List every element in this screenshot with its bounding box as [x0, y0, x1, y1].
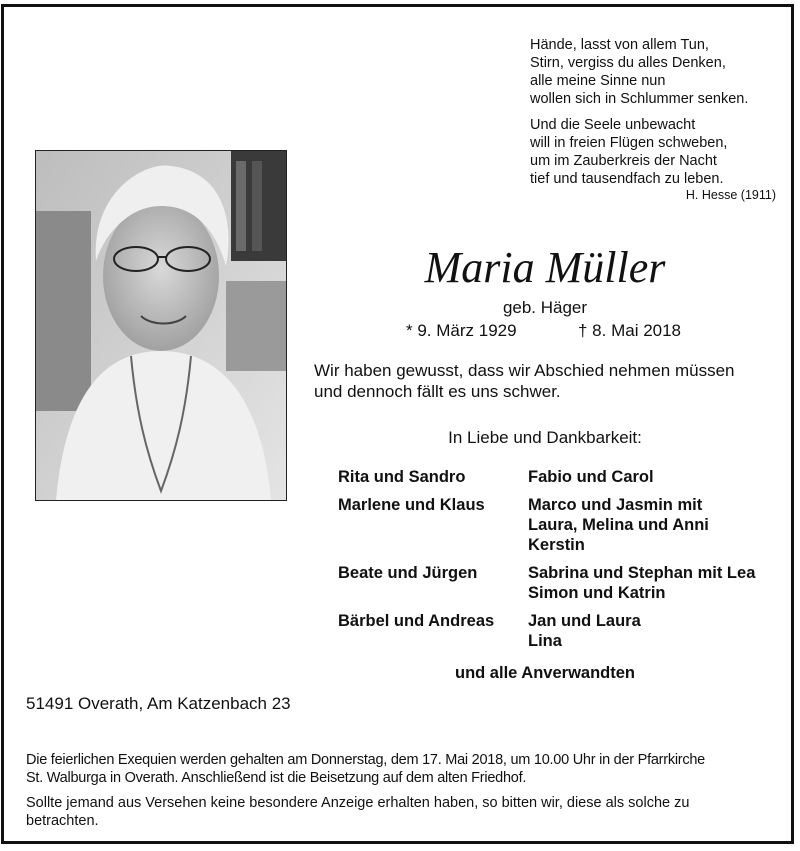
- notice-note: [26, 794, 780, 830]
- intro-line: Wir haben gewusst, dass wir Abschied nehmen müssen: [314, 361, 735, 380]
- mourners-right-line: Kerstin: [528, 536, 585, 554]
- mourners-row: [338, 495, 778, 555]
- death-date: † 8. Mai 2018: [578, 321, 682, 340]
- poem-line: wollen sich in Schlummer senken.: [530, 91, 749, 107]
- poem-line: will in freien Flügen schweben,: [530, 135, 728, 151]
- mourners-right: [528, 467, 778, 487]
- mourners-left: Rita und Sandro: [338, 468, 466, 486]
- note-line: betrachten.: [26, 813, 99, 829]
- relatives-line: und alle Anverwandten: [454, 664, 635, 682]
- birth-name: geb. Häger: [502, 298, 588, 317]
- mourners-right-line: Lina: [528, 632, 562, 650]
- poem-line: tief und tausendfach zu leben.: [530, 171, 724, 187]
- intro-line: und dennoch fällt es uns schwer.: [314, 382, 561, 401]
- portrait-illustration: [36, 151, 286, 500]
- deceased-name: Maria Müller: [424, 243, 666, 292]
- poem-stanza-2: [530, 116, 780, 204]
- address: 51491 Overath, Am Katzenbach 23: [26, 694, 291, 713]
- intro-text: [314, 360, 784, 402]
- thanks-line: In Liebe und Dankbarkeit:: [448, 428, 642, 447]
- mourners-left: Marlene und Klaus: [338, 496, 485, 514]
- mourners-list: [338, 467, 778, 659]
- poem-author: H. Hesse (1911): [685, 188, 776, 202]
- mourners-left: Beate und Jürgen: [338, 564, 478, 582]
- note-line: Sollte jemand aus Versehen keine besondere Anzeige erhalten haben, so bitten wir, diese als solche zu: [26, 795, 690, 811]
- mourners-row: [338, 563, 778, 603]
- service-line: St. Walburga in Overath. Anschließend ist die Beisetzung auf dem alten Friedhof.: [26, 770, 527, 786]
- poem-line: um im Zauberkreis der Nacht: [530, 153, 717, 169]
- poem-line: alle meine Sinne nun: [530, 73, 666, 89]
- poem-line: Hände, lasst von allem Tun,: [530, 37, 709, 53]
- mourners-right: [528, 563, 778, 603]
- mourners-right-line: Laura, Melina und Anni: [528, 516, 709, 534]
- mourners-right-line: Sabrina und Stephan mit Lea: [528, 564, 756, 582]
- poem-line: Stirn, vergiss du alles Denken,: [530, 55, 726, 71]
- mourners-row: [338, 611, 778, 651]
- mourners-right-line: Simon und Katrin: [528, 584, 666, 602]
- mourners-right: [528, 611, 778, 651]
- mourners-right-line: Fabio und Carol: [528, 468, 654, 486]
- funeral-service-info: [26, 751, 780, 787]
- poem-line: Und die Seele unbewacht: [530, 117, 696, 133]
- poem-stanza-1: [530, 36, 780, 108]
- mourners-right-line: Marco und Jasmin mit: [528, 496, 703, 514]
- mourners-right: [528, 495, 778, 555]
- mourners-left: Bärbel und Andreas: [338, 612, 495, 630]
- poem: [530, 36, 780, 212]
- service-line: Die feierlichen Exequien werden gehalten am Donnerstag, dem 17. Mai 2018, um 10.00 Uhr in der Pfarrkirche: [26, 752, 705, 768]
- mourners-right-line: Jan und Laura: [528, 612, 641, 630]
- mourners-row: [338, 467, 778, 487]
- birth-date: * 9. März 1929: [406, 321, 517, 340]
- portrait-photo: [35, 150, 287, 501]
